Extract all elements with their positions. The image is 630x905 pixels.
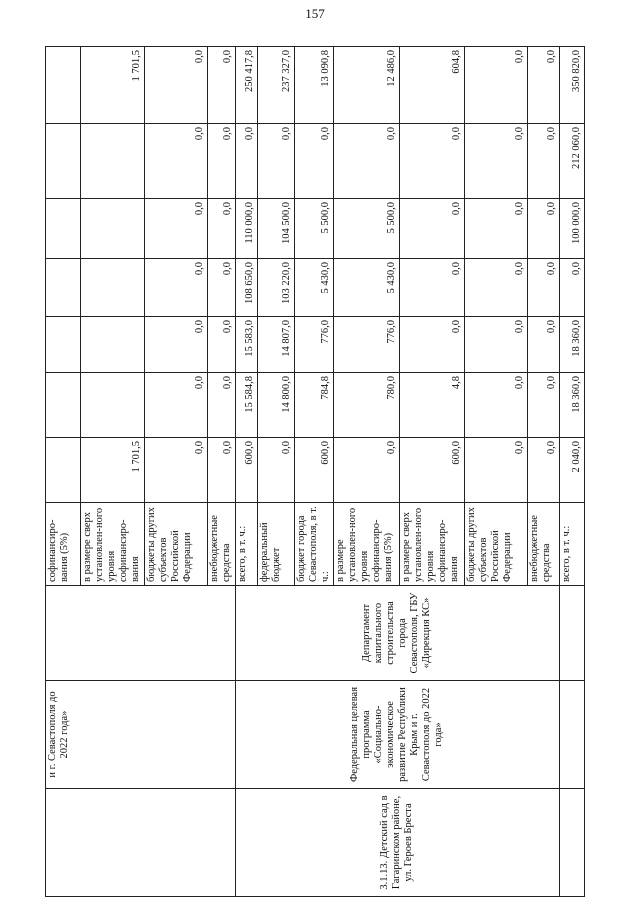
amount-cell: 0,0 [144, 199, 207, 259]
amount-cell: 0,0 [208, 47, 236, 124]
amount-cell: 776,0 [294, 317, 334, 373]
amount-cell: 0,0 [144, 259, 207, 317]
amount-cell [46, 124, 81, 199]
amount-cell: 0,0 [257, 438, 294, 503]
amount-cell: 0,0 [464, 47, 527, 124]
amount-cell [80, 317, 144, 373]
amount-cell: 0,0 [399, 317, 464, 373]
amount-cell: 776,0 [334, 317, 399, 373]
table-row [235, 47, 257, 897]
project-name-cell: 3.1.13. Детский сад в Гагаринском районе, ул. Героев Бреста [235, 789, 560, 897]
amount-cell: 18 360,0 [560, 317, 585, 373]
executor-cell [560, 586, 585, 681]
amount-cell: 0,0 [464, 317, 527, 373]
amount-cell: 4,8 [399, 373, 464, 438]
funding-source-cell: всего, в т. ч.: [560, 503, 585, 586]
amount-cell: 604,8 [399, 47, 464, 124]
amount-cell [80, 259, 144, 317]
amount-cell: 104 500,0 [257, 199, 294, 259]
amount-cell: 0,0 [144, 373, 207, 438]
amount-cell: 0,0 [294, 124, 334, 199]
amount-cell: 600,0 [235, 438, 257, 503]
amount-cell: 0,0 [208, 124, 236, 199]
funding-source-cell: внебюджетные средства [527, 503, 560, 586]
amount-cell: 250 417,8 [235, 47, 257, 124]
amount-cell: 0,0 [527, 438, 560, 503]
funding-source-cell: в размере установлен-ного уровня софинансиро-вания (5%) [334, 503, 399, 586]
amount-cell [46, 199, 81, 259]
funding-source-cell: внебюджетные средства [208, 503, 236, 586]
amount-cell: 0,0 [208, 373, 236, 438]
amount-cell [80, 199, 144, 259]
amount-cell [46, 47, 81, 124]
amount-cell: 15 584,8 [235, 373, 257, 438]
amount-cell: 0,0 [527, 47, 560, 124]
project-name-cell [560, 789, 585, 897]
amount-cell: 2 040,0 [560, 438, 585, 503]
rotated-table-container [45, 47, 585, 897]
amount-cell: 237 327,0 [257, 47, 294, 124]
funding-source-cell: бюджеты других субъектов Российской Федерации [144, 503, 207, 586]
amount-cell: 0,0 [464, 124, 527, 199]
amount-cell: 0,0 [235, 124, 257, 199]
funding-source-cell: в размере сверх установлен-ного уровня софинансиро-вания [399, 503, 464, 586]
amount-cell: 5 430,0 [334, 259, 399, 317]
table-row [560, 47, 585, 897]
funding-table [45, 46, 585, 897]
amount-cell: 0,0 [527, 373, 560, 438]
funding-source-cell: федеральный бюджет [257, 503, 294, 586]
amount-cell: 0,0 [257, 124, 294, 199]
amount-cell: 0,0 [464, 438, 527, 503]
funding-source-cell: бюджеты других субъектов Российской Федерации [464, 503, 527, 586]
amount-cell: 5 500,0 [334, 199, 399, 259]
page-number: 157 [305, 6, 325, 21]
amount-cell: 0,0 [144, 317, 207, 373]
amount-cell: 1 701,5 [80, 438, 144, 503]
amount-cell: 103 220,0 [257, 259, 294, 317]
amount-cell: 780,0 [334, 373, 399, 438]
amount-cell: 0,0 [208, 199, 236, 259]
amount-cell: 0,0 [399, 259, 464, 317]
amount-cell: 0,0 [144, 124, 207, 199]
amount-cell [80, 373, 144, 438]
amount-cell: 0,0 [527, 317, 560, 373]
amount-cell: 350 820,0 [560, 47, 585, 124]
amount-cell: 0,0 [144, 47, 207, 124]
amount-cell: 5 430,0 [294, 259, 334, 317]
amount-cell [46, 317, 81, 373]
amount-cell: 784,8 [294, 373, 334, 438]
funding-source-cell: софинансиро-вания (5%) [46, 503, 81, 586]
program-cell: и г. Севастополя до 2022 года» [46, 681, 236, 789]
table-row [46, 47, 81, 897]
amount-cell: 5 500,0 [294, 199, 334, 259]
amount-cell: 14 807,0 [257, 317, 294, 373]
amount-cell: 0,0 [464, 259, 527, 317]
amount-cell: 108 650,0 [235, 259, 257, 317]
amount-cell: 0,0 [334, 438, 399, 503]
amount-cell: 600,0 [399, 438, 464, 503]
amount-cell: 0,0 [527, 199, 560, 259]
amount-cell: 0,0 [560, 259, 585, 317]
amount-cell: 0,0 [208, 438, 236, 503]
project-name-cell [46, 789, 236, 897]
amount-cell: 212 060,0 [560, 124, 585, 199]
executor-cell [46, 586, 236, 681]
amount-cell [46, 259, 81, 317]
amount-cell: 0,0 [464, 199, 527, 259]
amount-cell: 14 800,0 [257, 373, 294, 438]
amount-cell: 0,0 [399, 124, 464, 199]
executor-cell: Департамент капитального строительства города Севастополя, ГБУ «Дирекция КС» [235, 586, 560, 681]
amount-cell: 110 000,0 [235, 199, 257, 259]
amount-cell [46, 438, 81, 503]
amount-cell [46, 373, 81, 438]
amount-cell: 13 090,8 [294, 47, 334, 124]
amount-cell: 0,0 [464, 373, 527, 438]
amount-cell: 0,0 [399, 199, 464, 259]
amount-cell: 0,0 [527, 124, 560, 199]
funding-source-cell: всего, в т. ч.: [235, 503, 257, 586]
amount-cell: 0,0 [208, 317, 236, 373]
amount-cell: 18 360,0 [560, 373, 585, 438]
funding-source-cell: бюджет города Севастополя, в т. ч.: [294, 503, 334, 586]
amount-cell: 0,0 [527, 259, 560, 317]
amount-cell: 0,0 [334, 124, 399, 199]
amount-cell: 15 583,0 [235, 317, 257, 373]
amount-cell: 12 486,0 [334, 47, 399, 124]
amount-cell: 100 000,0 [560, 199, 585, 259]
amount-cell [80, 124, 144, 199]
program-cell: Федеральная целевая программа «Социально-экономическое развитие Республики Крым и г. Севастополя до 2022 года» [235, 681, 560, 789]
amount-cell: 600,0 [294, 438, 334, 503]
amount-cell: 0,0 [144, 438, 207, 503]
amount-cell: 0,0 [208, 259, 236, 317]
funding-source-cell: в размере сверх установлен-ного уровня софинансиро-вания [80, 503, 144, 586]
amount-cell: 1 701,5 [80, 47, 144, 124]
program-cell [560, 681, 585, 789]
